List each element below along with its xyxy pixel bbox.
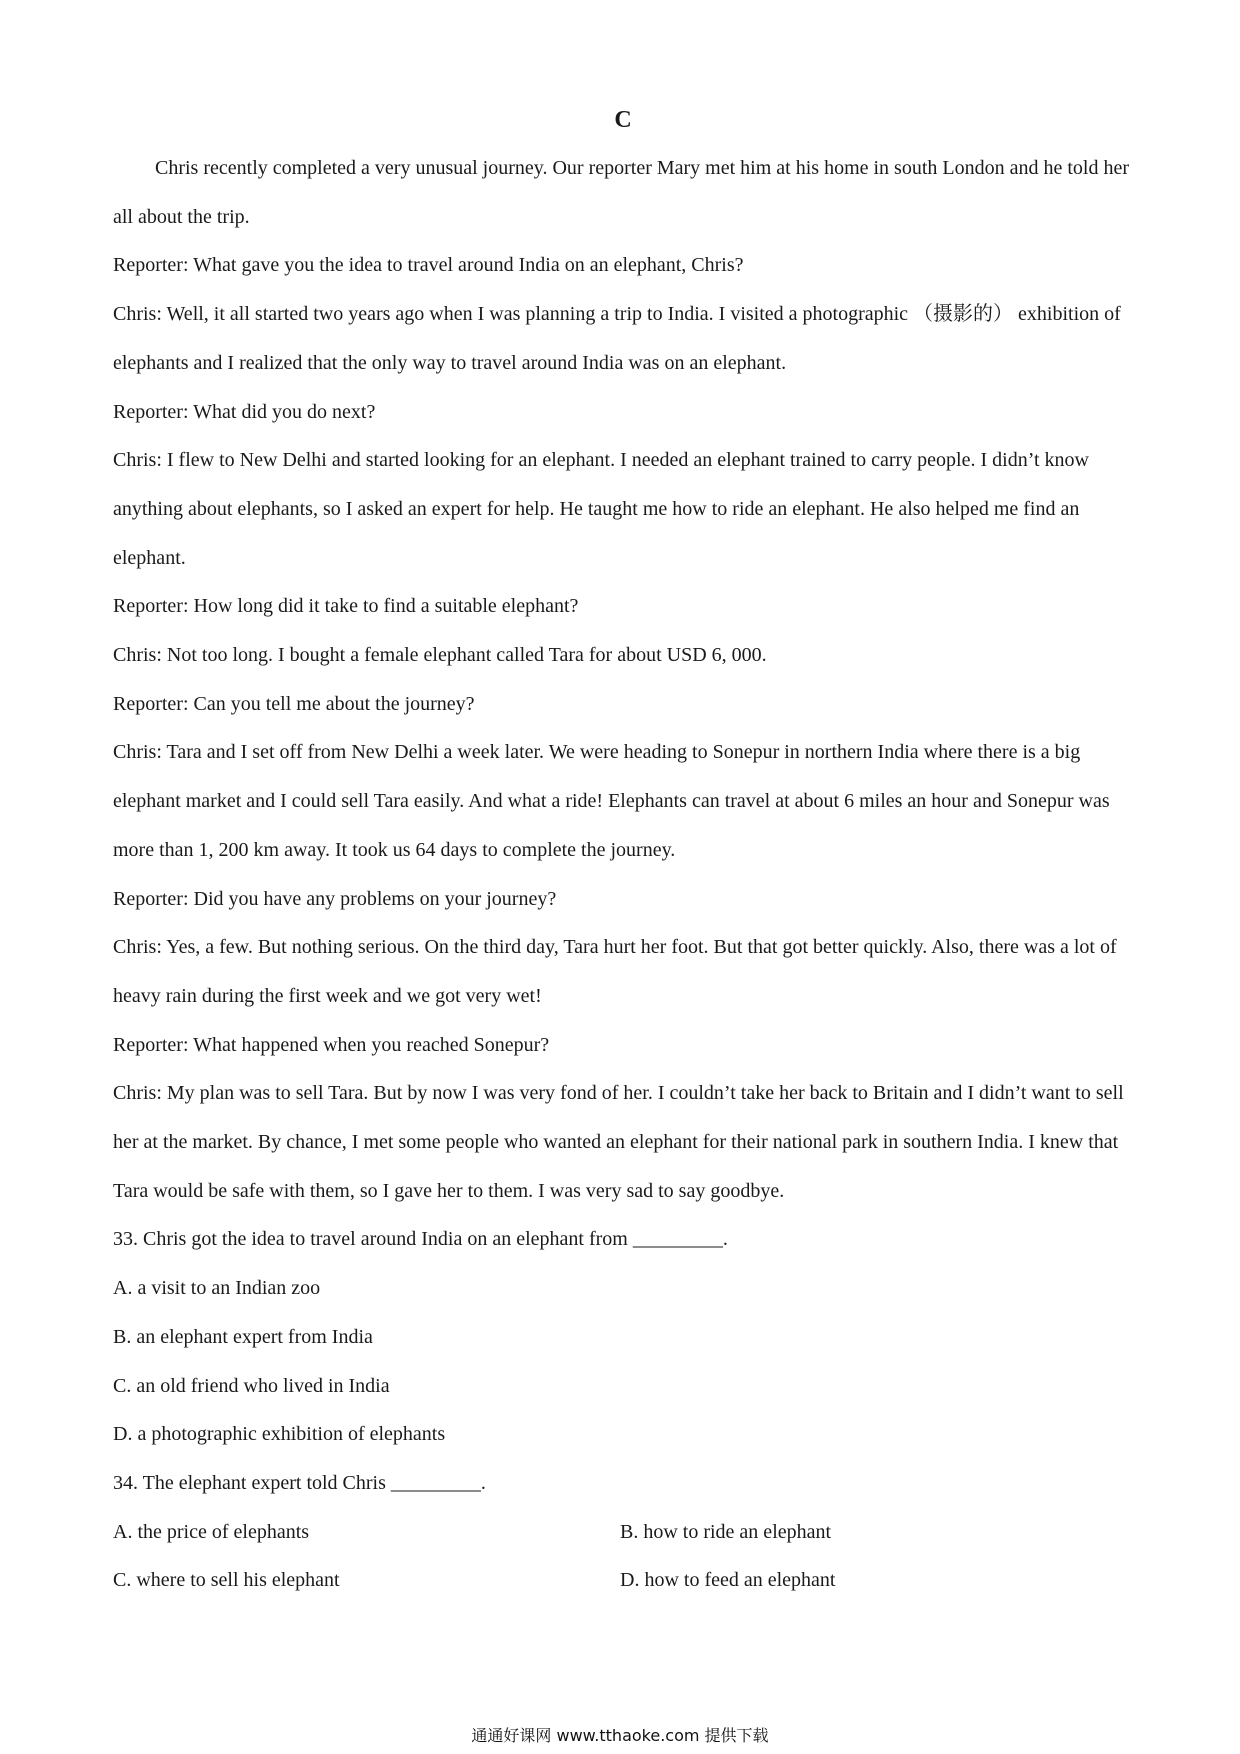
question-stem: 34. The elephant expert told Chris _________. <box>113 1471 486 1494</box>
option-a: A. a visit to an Indian zoo <box>113 1277 321 1300</box>
document-page <box>113 96 1133 1605</box>
dialogue-line: Reporter: Can you tell me about the journey? <box>113 692 475 715</box>
option-d: D. a photographic exhibition of elephants <box>113 1423 446 1446</box>
dialogue-line: Chris: Not too long. I bought a female elephant called Tara for about USD 6, 000. <box>113 644 767 667</box>
section-title: C <box>614 107 632 133</box>
option-c: C. an old friend who lived in India <box>113 1374 390 1397</box>
dialogue-line: Reporter: What happened when you reached Sonepur? <box>113 1033 550 1056</box>
intro-paragraph: Chris recently completed a very unusual journey. Our reporter Mary met him at his home in south London and he told her all about the trip. <box>113 157 1130 228</box>
dialogue-line: Reporter: Did you have any problems on your journey? <box>113 887 557 910</box>
options-grid <box>113 1508 1133 1605</box>
dialogue-line: Chris: Tara and I set off from New Delhi a week later. We were heading to Sonepur in northern India where there is a big elephant market and I could sell Tara easily. And what a ride! Elephants can travel at about 6 miles an hour and Sonepur was more than 1, 200 km away. It took us 64 days to complete the journey. <box>113 741 1110 861</box>
option-b: B. an elephant expert from India <box>113 1325 373 1348</box>
option-c: C. where to sell his elephant <box>113 1569 340 1592</box>
reading-passage <box>113 144 1133 1215</box>
dialogue-line: Reporter: What gave you the idea to travel around India on an elephant, Chris? <box>113 254 744 277</box>
dialogue-line: Reporter: How long did it take to find a suitable elephant? <box>113 595 579 618</box>
dialogue-line: Chris: I flew to New Delhi and started looking for an elephant. I needed an elephant trained to carry people. I didn’t know anything about elephants, so I asked an expert for help. He taught me how to ride an elephant. He also helped me find an elephant. <box>113 449 1089 569</box>
question-34 <box>113 1459 1133 1605</box>
dialogue-line: Chris: Well, it all started two years ago when I was planning a trip to India. I visited a photographic （摄影的） exhibition of elephants and I realized that the only way to travel around India was on an elephant. <box>113 303 1121 374</box>
dialogue-line: Reporter: What did you do next? <box>113 400 376 423</box>
option-d: D. how to feed an elephant <box>620 1569 836 1592</box>
dialogue-line: Chris: Yes, a few. But nothing serious. On the third day, Tara hurt her foot. But that got better quickly. Also, there was a lot of heavy rain during the first week and we got very wet! <box>113 936 1117 1007</box>
question-33 <box>113 1215 1133 1459</box>
question-stem: 33. Chris got the idea to travel around India on an elephant from _________. <box>113 1228 728 1251</box>
dialogue-line: Chris: My plan was to sell Tara. But by now I was very fond of her. I couldn’t take her back to Britain and I didn’t want to sell her at the market. By chance, I met some people who wanted an elephant for their national park in southern India. I knew that Tara would be safe with them, so I gave her to them. I was very sad to say goodbye. <box>113 1082 1124 1202</box>
option-a: A. the price of elephants <box>113 1520 310 1543</box>
page-footer: 通通好课网 www.tthaoke.com 提供下载 <box>471 1726 769 1745</box>
option-b: B. how to ride an elephant <box>620 1520 832 1543</box>
